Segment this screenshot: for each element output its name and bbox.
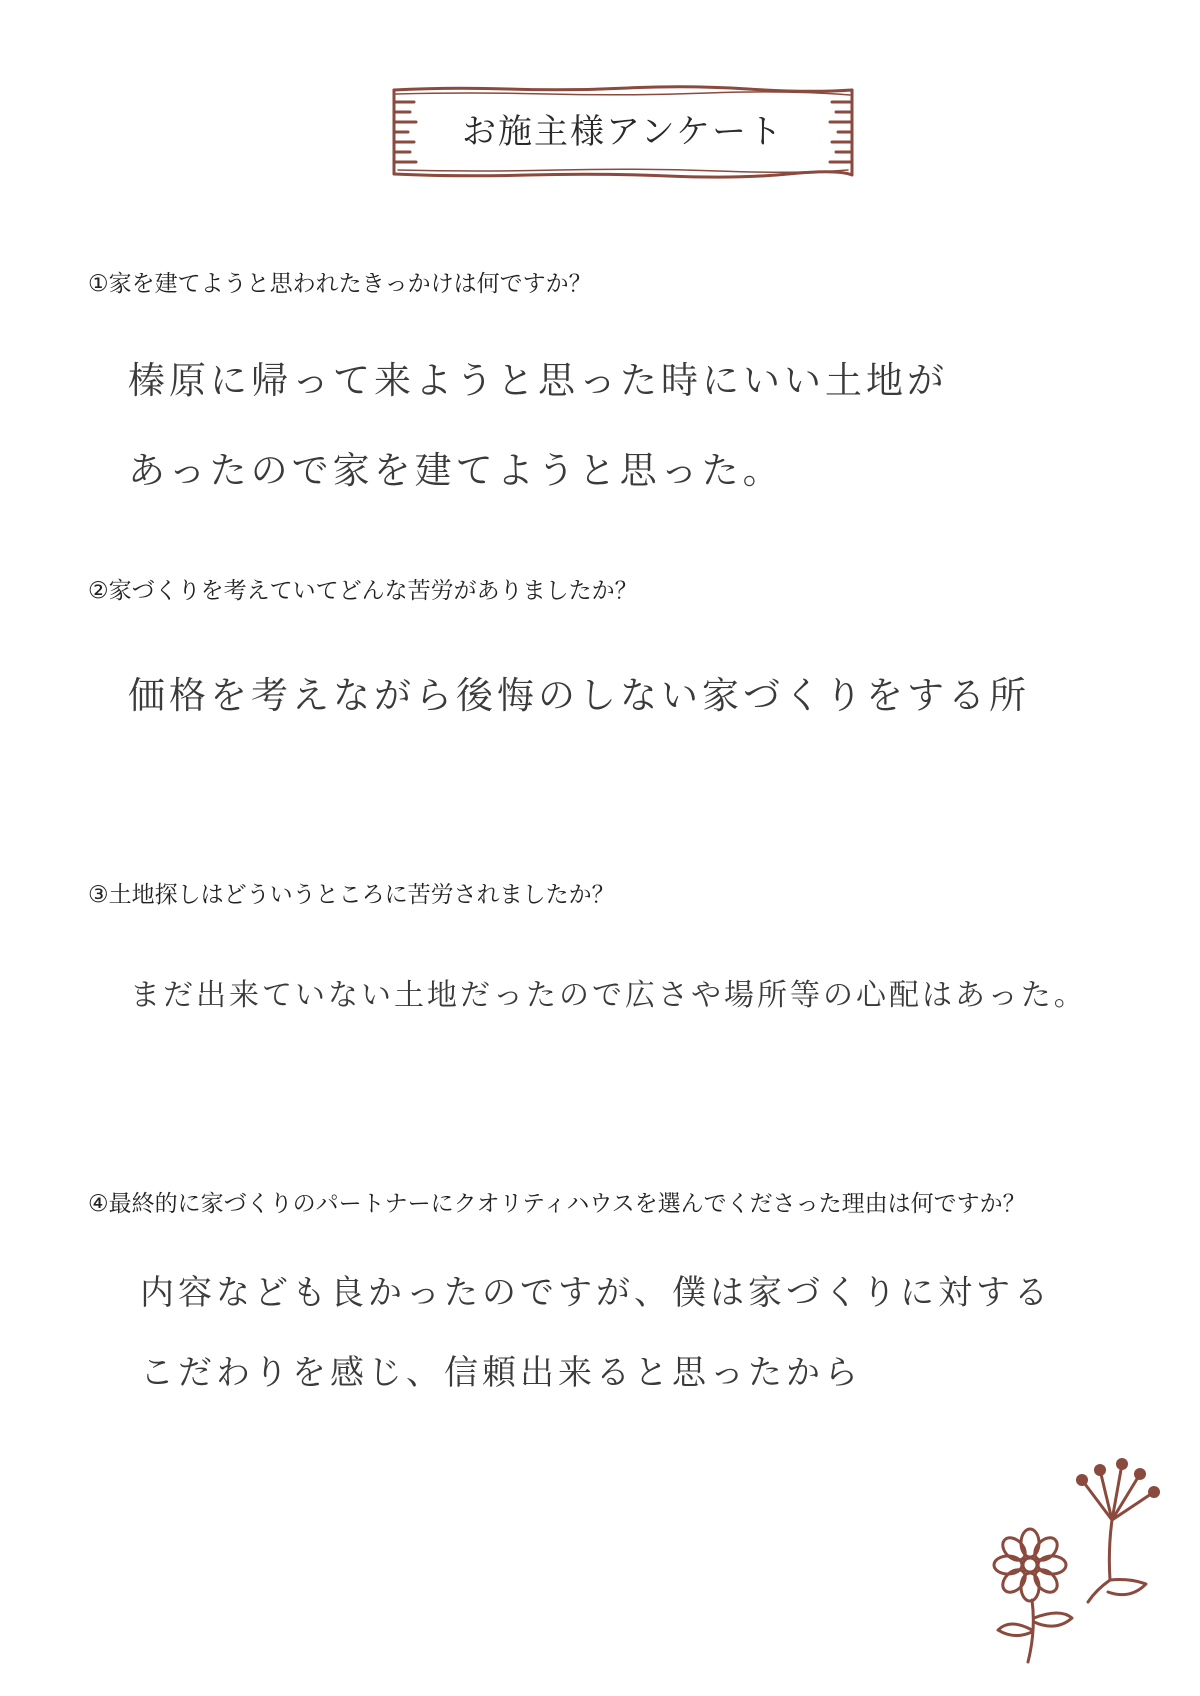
page-title: お施主様アンケート	[462, 112, 784, 152]
answer-2-line-1: 価格を考えながら後悔のしない家づくりをする所	[128, 674, 1030, 717]
answer-1-line-2: あったので家を建てようと思った。	[128, 449, 784, 492]
question-1-label: ①家を建てようと思われたきっかけは何ですか？	[88, 271, 592, 297]
flower-stamp-icon	[970, 1440, 1170, 1674]
answer-4-line-1: 内容なども良かったのですが、僕は家づくりに対する	[140, 1273, 1052, 1313]
answer-3-line-1: まだ出来ていない土地だったので広さや場所等の心配はあった。	[130, 978, 1087, 1013]
question-4-label: ④最終的に家づくりのパートナーにクオリティハウスを選んでくださった理由は何ですか？	[88, 1191, 1026, 1217]
answer-4-line-2: こだわりを感じ、信頼出来ると思ったから	[140, 1353, 862, 1393]
question-2-label: ②家づくりを考えていてどんな苦労がありましたか？	[88, 578, 638, 604]
title-banner	[388, 84, 858, 180]
question-3-label: ③土地探しはどういうところに苦労されましたか？	[88, 882, 615, 908]
answer-1-line-1: 榛原に帰って来ようと思った時にいい土地が	[128, 359, 948, 402]
